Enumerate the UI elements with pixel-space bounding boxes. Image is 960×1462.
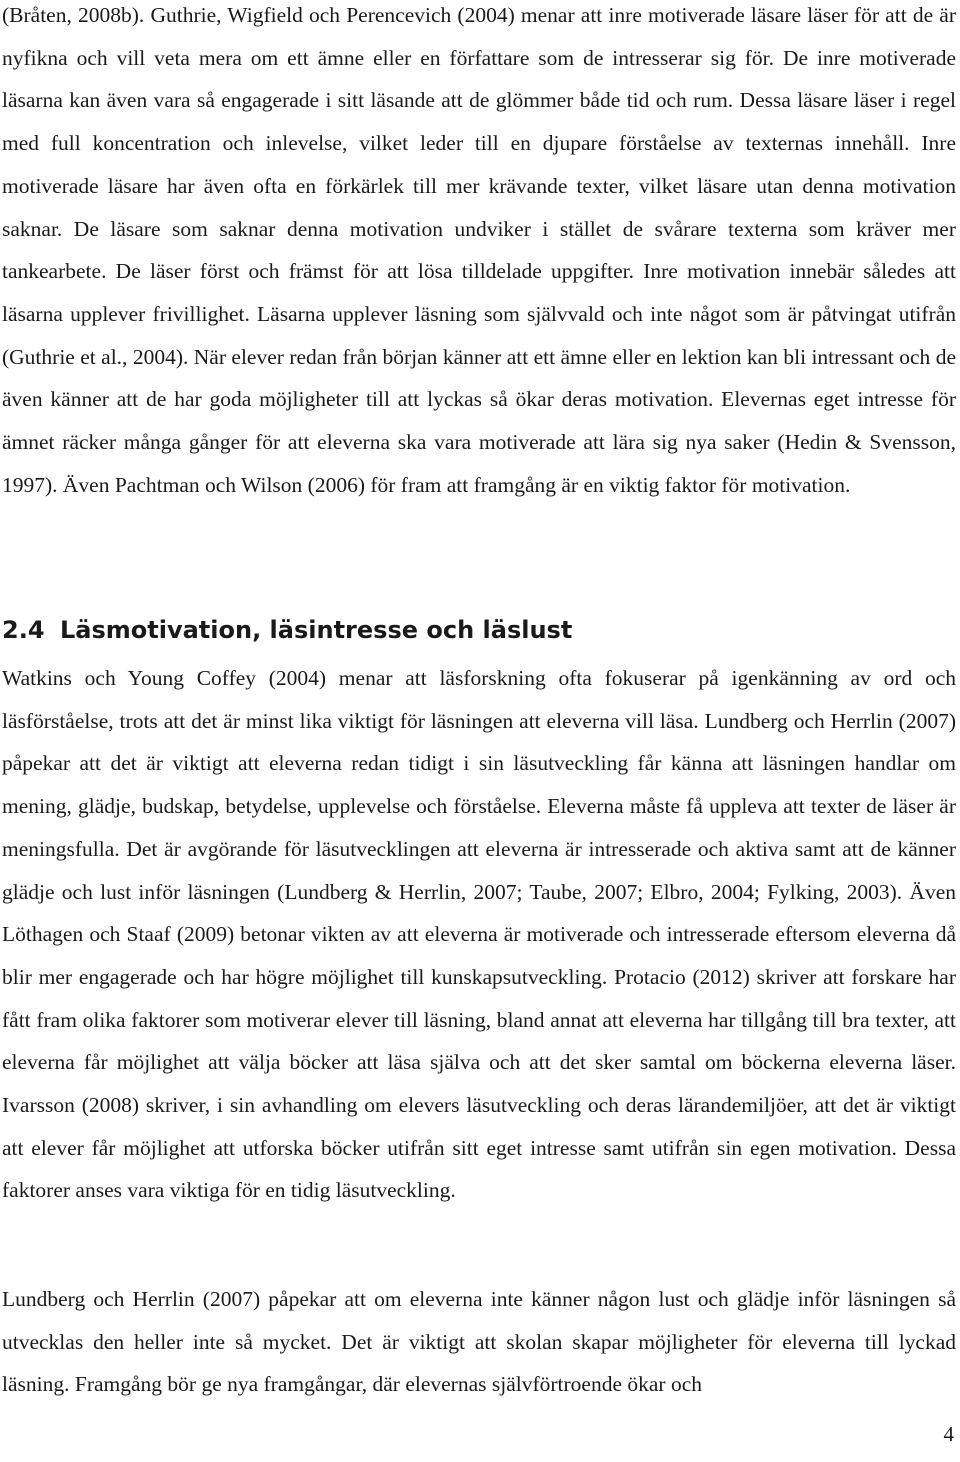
body-paragraph-3: Lundberg och Herrlin (2007) påpekar att om eleverna inte känner någon lust och glädje inför läsningen så utvecklas den heller inte så mycket. Det är viktigt att skolan skapar möjligheter för eleverna till lyckad läsning. Framgång bör ge nya framgångar, där elevernas självförtroende ökar och bbox=[2, 1287, 956, 1397]
body-paragraph-2: Watkins och Young Coffey (2004) menar att läsforskning ofta fokuserar på igenkänning av ord och läsförståelse, trots att det är minst lika viktigt för läsningen att eleverna vill läsa. Lundberg och Herrlin (2007) påpekar att det är viktigt att eleverna redan tidigt i sin läsutveckling får känna att läsningen handlar om mening, glädje, budskap, betydelse, upplevelse och förståelse. Eleverna måste få uppleva att texter de läser är meningsfulla. Det är avgörande för läsutvecklingen att eleverna är intresserade och aktiva samt att de känner glädje och lust inför läsningen (Lundberg & Herrlin, 2007; Taube, 2007; Elbro, 2004; Fylking, 2003). Även Löthagen och Staaf (2009) betonar vikten av att eleverna är motiverade och intresserade eftersom eleverna då blir mer engagerade och har högre möjlighet till kunskapsutveckling. Protacio (2012) skriver att forskare har fått fram olika faktorer som motiverar elever till läsning, bland annat att eleverna har tillgång till bra texter, att eleverna får möjlighet att välja böcker att läsa själva och att det sker samtal om böckerna eleverna läser. Ivarsson (2008) skriver, i sin avhandling om elevers läsutveckling och deras lärandemiljöer, att det är viktigt att elever får möjlighet att utforska böcker utifrån sitt eget intresse samt utifrån sin egen motivation. Dessa faktorer anses vara viktiga för en tidig läsutveckling. bbox=[2, 666, 956, 1203]
page-number: 4 bbox=[943, 1422, 954, 1446]
section-heading bbox=[2, 610, 572, 650]
section-title: Läsmotivation, läsintresse och läslust bbox=[60, 616, 573, 644]
body-paragraph-1: (Bråten, 2008b). Guthrie, Wigfield och Perencevich (2004) menar att inre motiverade läsare läser för att de är nyfikna och vill veta mera om ett ämne eller en författare som de intresserar sig för. De inre motiverade läsarna kan även vara så engagerade i sitt läsande att de glömmer både tid och rum. Dessa läsare läser i regel med full koncentration och inlevelse, vilket leder till en djupare förståelse av texternas innehåll. Inre motiverade läsare har även ofta en förkärlek till mer krävande texter, vilket läsare utan denna motivation saknar. De läsare som saknar denna motivation undviker i stället de svårare texterna som kräver mer tankearbete. De läser först och främst för att lösa tilldelade uppgifter. Inre motivation innebär således att läsarna upplever frivillighet. Läsarna upplever läsning som självvald och inte något som är påtvingat utifrån (Guthrie et al., 2004). När elever redan från början känner att ett ämne eller en lektion kan bli intressant och de även känner att de har goda möjligheter till att lyckas så ökar deras motivation. Elevernas eget intresse för ämnet räcker många gånger för att eleverna ska vara motiverade att lära sig nya saker (Hedin & Svensson, 1997). Även Pachtman och Wilson (2006) för fram att framgång är en viktig faktor för motivation. bbox=[2, 3, 956, 497]
section-number: 2.4 bbox=[2, 616, 45, 644]
